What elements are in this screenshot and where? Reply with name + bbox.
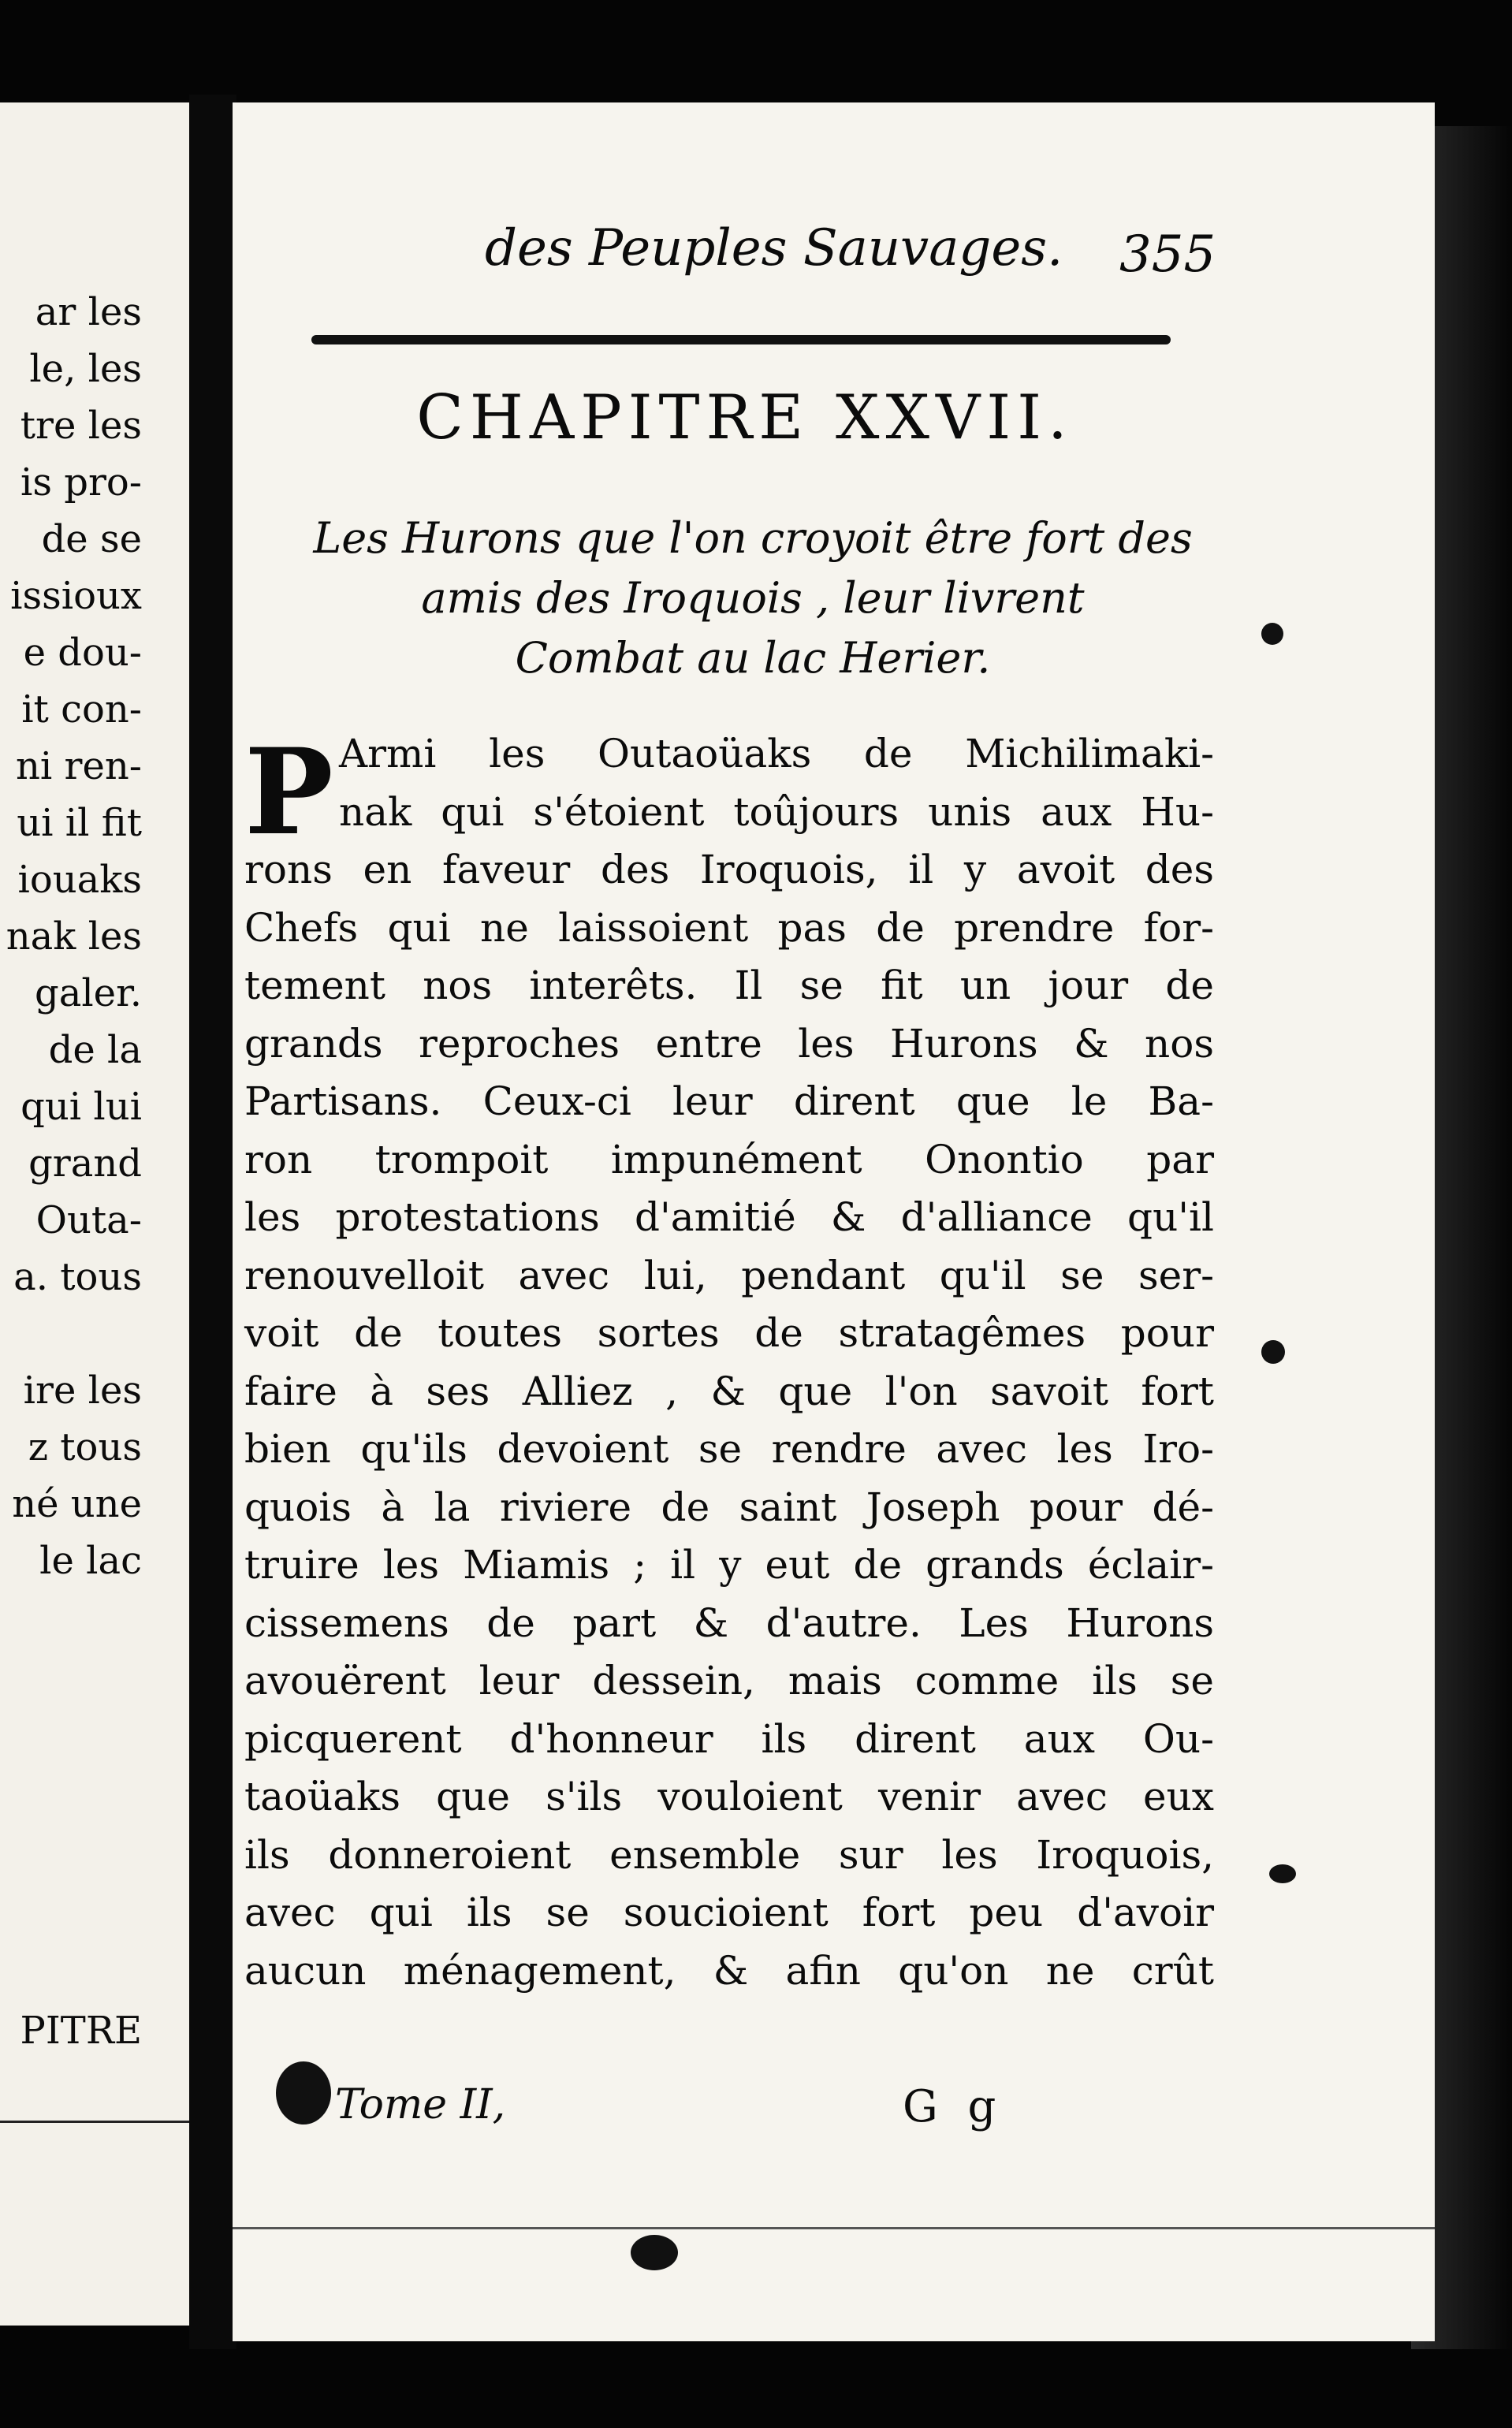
ink-blot — [1261, 1340, 1285, 1364]
body-line: faire à ses Alliez , & que l'on savoit fort — [244, 1368, 1214, 1414]
previous-page-line: e dou- — [23, 631, 142, 675]
body-line: quois à la riviere de saint Joseph pour dé- — [244, 1484, 1214, 1530]
chapter-title: CHAPITRE XXVII. — [416, 382, 1074, 453]
previous-page-line: tre les — [20, 404, 142, 448]
body-line: tement nos interêts. Il se fit un jour de — [244, 963, 1214, 1008]
previous-page-line: ire les — [23, 1369, 142, 1413]
ink-blot — [631, 2235, 678, 2270]
body-line: ils donneroient ensemble sur les Iroquois, — [244, 1831, 1214, 1878]
ink-blot — [276, 2061, 331, 2124]
body-line: les protestations d'amitié & d'alliance qu'il — [244, 1194, 1214, 1240]
body-line: Chefs qui ne laissoient pas de prendre for- — [244, 904, 1214, 951]
previous-page-line: grand — [28, 1141, 142, 1186]
body-text — [244, 725, 1214, 2000]
summary-line: amis des Iroquois , leur livrent — [421, 573, 1085, 623]
body-line: nak qui s'étoient toûjours unis aux Hu- — [339, 788, 1214, 835]
body-line: aucun ménagement, & afin qu'on ne crût — [244, 1947, 1214, 1994]
previous-page-rule — [0, 2121, 189, 2123]
previous-page-line: iouaks — [17, 858, 142, 902]
book-gutter — [189, 95, 236, 2349]
previous-page-line: ar les — [35, 290, 142, 334]
body-line: avec qui ils se soucioient fort peu d'avoir — [244, 1890, 1214, 1935]
previous-page-line: le lac — [39, 1539, 142, 1583]
previous-page-line: Outa- — [35, 1198, 142, 1242]
summary-line: Les Hurons que l'on croyoit être fort des — [313, 513, 1193, 563]
previous-page-line: de la — [48, 1028, 142, 1072]
body-line: taoüaks que s'ils vouloient venir avec eux — [244, 1774, 1214, 1819]
header-rule — [311, 335, 1171, 344]
previous-page-fragment — [0, 102, 189, 2326]
previous-page-line: issioux — [10, 574, 142, 618]
signature-mark: G g — [903, 2081, 1004, 2132]
body-line: Armi les Outaoüaks de Michilimaki- — [339, 731, 1214, 776]
body-line: Partisans. Ceux-ci leur dirent que le Ba- — [244, 1078, 1214, 1124]
book-page — [233, 102, 1435, 2341]
body-line: grands reproches entre les Hurons & nos — [244, 1020, 1214, 1067]
scan-bottom-line — [233, 2227, 1435, 2229]
volume-label: Tome II, — [335, 2081, 506, 2128]
previous-page-line: né une — [12, 1482, 142, 1526]
previous-page-line: ui il fit — [17, 801, 142, 845]
previous-page-line: is pro- — [20, 460, 142, 505]
page-number: 355 — [1119, 225, 1216, 284]
body-line: truire les Miamis ; il y eut de grands éclair- — [244, 1542, 1214, 1588]
page-header — [233, 219, 1435, 290]
body-line: voit de toutes sortes de stratagêmes pour — [244, 1310, 1214, 1356]
previous-page-line: galer. — [34, 971, 142, 1015]
previous-page-line: qui lui — [20, 1085, 142, 1129]
body-line: picquerent d'honneur ils dirent aux Ou- — [244, 1715, 1214, 1762]
previous-page-line: it con- — [21, 687, 142, 732]
previous-page-line: z tous — [28, 1425, 142, 1469]
body-line: ron trompoit impunément Onontio par — [244, 1136, 1214, 1182]
previous-page-line: a. tous — [13, 1255, 142, 1299]
body-line: renouvelloit avec lui, pendant qu'il se ser- — [244, 1252, 1214, 1298]
previous-page-footer: PITRE — [20, 2009, 142, 2053]
previous-page-line: nak les — [6, 914, 142, 959]
body-line: bien qu'ils devoient se rendre avec les Iro- — [244, 1426, 1214, 1472]
body-line: rons en faveur des Iroquois, il y avoit des — [244, 847, 1214, 892]
body-line: avouërent leur dessein, mais comme ils se — [244, 1658, 1214, 1704]
previous-page-line: le, les — [29, 347, 142, 391]
ink-blot — [1269, 1864, 1296, 1883]
previous-page-line: ni ren- — [15, 744, 142, 788]
running-head: des Peuples Sauvages. — [485, 219, 1063, 277]
previous-page-line: de se — [41, 517, 142, 561]
summary-line: Combat au lac Herier. — [515, 633, 991, 683]
chapter-summary — [280, 508, 1226, 688]
drop-cap: P — [244, 723, 333, 862]
ink-blot — [1261, 623, 1283, 645]
page-footer — [233, 2081, 1435, 2152]
body-line: cissemens de part & d'autre. Les Hurons — [244, 1599, 1214, 1646]
